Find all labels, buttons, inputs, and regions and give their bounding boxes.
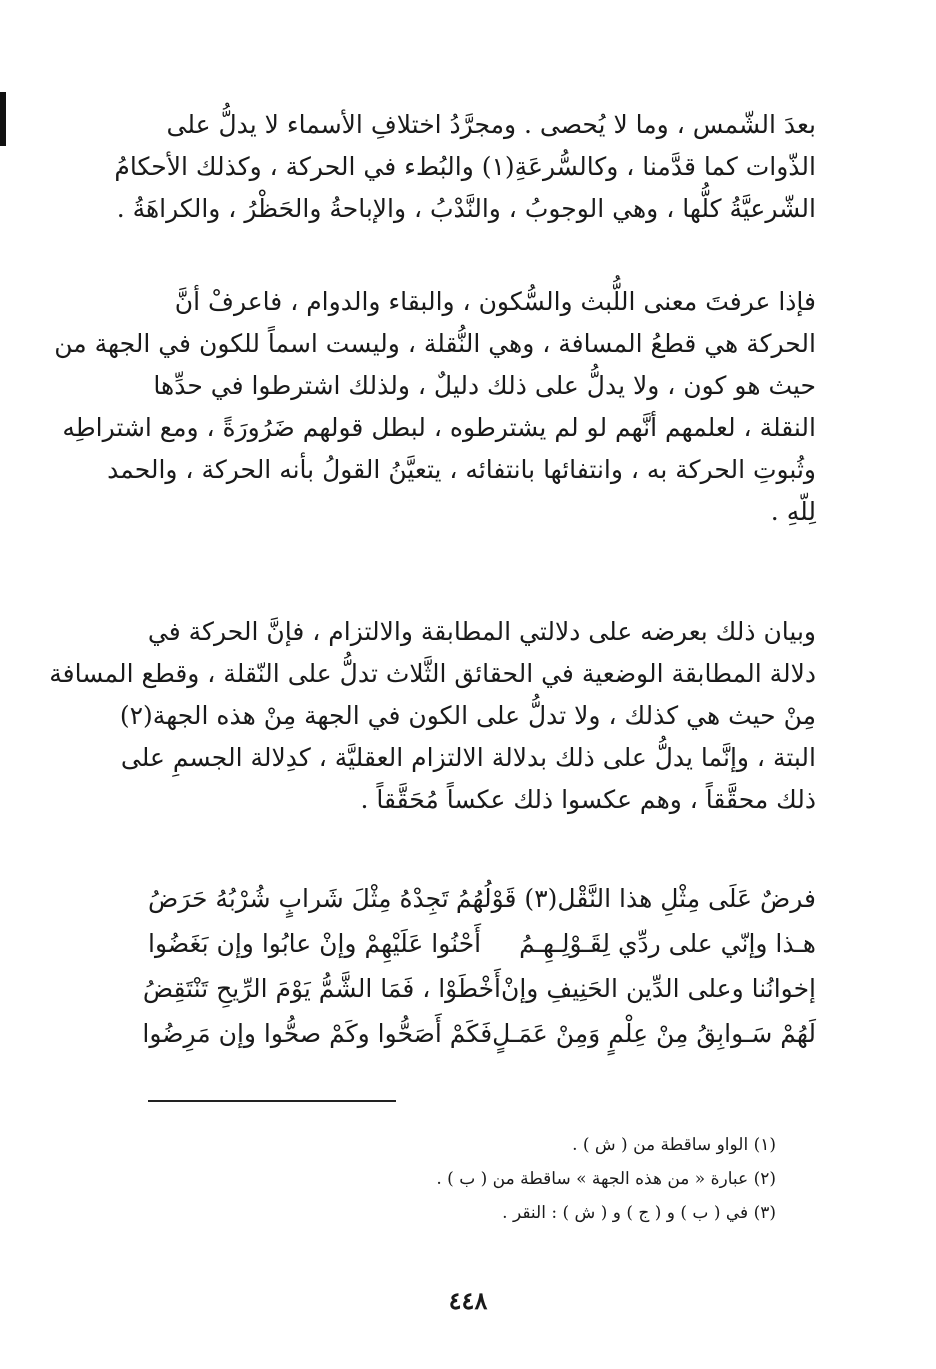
- footnote: (٢) عبارة « من هذه الجهة » ساقطة من ( ب ) .: [436, 1169, 776, 1189]
- page-number: ٤٤٨: [448, 1286, 488, 1315]
- text-line: فإذا عرفتَ معنى اللُّبث والسُّكون ، والبقاء والدوام ، فاعرفْ أنَّ: [174, 287, 816, 316]
- text-line: الشّرعيَّةُ كلُّها ، وهي الوجوبُ ، والنَّدْبُ ، والإباحةُ والحَظْرُ ، والكراهَةُ .: [116, 194, 816, 223]
- text-line: الذّوات كما قدَّمنا ، وكالسُّرعَةِ(١) والبُطء في الحركة ، وكذلك الأحكامُ: [114, 152, 816, 181]
- text-line: وبيان ذلك بعرضه على دلالتي المطابقة والالتزام ، فإنَّ الحركة في: [147, 617, 816, 646]
- poem-verse: [148, 921, 816, 966]
- text-line: ذلك محقَّقاً ، وهم عكسوا ذلك عكساً مُحَقَّقاً .: [360, 785, 816, 814]
- poem-verse: [142, 966, 816, 1011]
- verse-first-hemistich: لَهُمْ سَـوابِقُ مِنْ عِلْمٍ وَمِنْ عَمَـلٍ: [492, 1019, 816, 1048]
- paragraph-2: [54, 281, 816, 533]
- text-line: البتة ، وإنَّما يدلُّ على ذلك بدلالة الالتزام العقليَّة ، كدِلالة الجسمِ على: [120, 743, 816, 772]
- verse-first-hemistich: إخوانُنا وعلى الدِّين الحَنِيفِ وإنْ: [501, 974, 816, 1003]
- paragraph-3: [49, 611, 816, 821]
- paragraph-1: [114, 104, 816, 230]
- poem-verse: [142, 1011, 816, 1056]
- verse-second-hemistich: فَكَمْ أَصَحُّوا وكَمْ صحُّوا وإن مَرِضُوا: [142, 1019, 493, 1048]
- text-line: حيث هو كون ، ولا يدلُّ على ذلك دليلٌ ، ولذلك اشترطوا في حدِّها: [153, 371, 816, 400]
- verse-first-hemistich: فرضٌ عَلَى مِثْلِ هذا النَّقْل(٣) قَوْلُهُمُ: [455, 884, 816, 913]
- text-line: وثُبوتِ الحركة به ، وانتفائها بانتفائه ، يتعيَّنُ القولُ بأنه الحركة ، والحمد: [107, 455, 816, 484]
- text-line: الحركة هي قطعُ المسافة ، وهي النُّقلة ، وليست اسماً للكون في الجهة من: [54, 329, 816, 358]
- verse-second-hemistich: تَجِدْهُ مِثْلَ شَرابٍ شُرْبُهُ حَرَضُ: [148, 884, 449, 913]
- poem: [142, 876, 816, 1056]
- text-line: النقلة ، لعلمهم أنَّهم لو لم يشترطوه ، لبطل قولهم ضَرُورَةً ، ومع اشتراطِه: [62, 413, 816, 442]
- text-line: دلالة المطابقة الوضعية في الحقائق الثَّلاث تدلُّ على النّقلة ، وقطع المسافة: [49, 659, 816, 688]
- text-line: لِلّهِ .: [770, 497, 816, 526]
- footnote: (٣) في ( ب ) و ( ج ) و ( ش ) : النقر .: [502, 1203, 776, 1223]
- poem-verse: [148, 876, 816, 921]
- text-line: بعدَ الشّمس ، وما لا يُحصى . ومجرَّدُ اختلافِ الأسماء لا يدلُّ على: [166, 110, 816, 139]
- text-line: مِنْ حيث هي كذلك ، ولا تدلُّ على الكون في الجهة مِنْ هذه الجهة(٢): [119, 701, 816, 730]
- verse-second-hemistich: أَخْطَوْا ، فَمَا الشَّمُّ يَوْمَ الرِّيحِ تَنْتَقِضُ: [142, 974, 501, 1003]
- footnote-divider: [148, 1100, 396, 1102]
- scan-edge-mark: [0, 92, 6, 146]
- footnotes: [148, 1128, 776, 1230]
- verse-second-hemistich: أَحْنُوا عَلَيْهِمْ وإنْ عابُوا وإن بَغَضُوا: [148, 929, 482, 958]
- verse-first-hemistich: هـذا وإنّي على ردِّي لِقَـوْلِـهِـمُ: [519, 929, 816, 958]
- footnote: (١) الواو ساقطة من ( ش ) .: [572, 1135, 776, 1155]
